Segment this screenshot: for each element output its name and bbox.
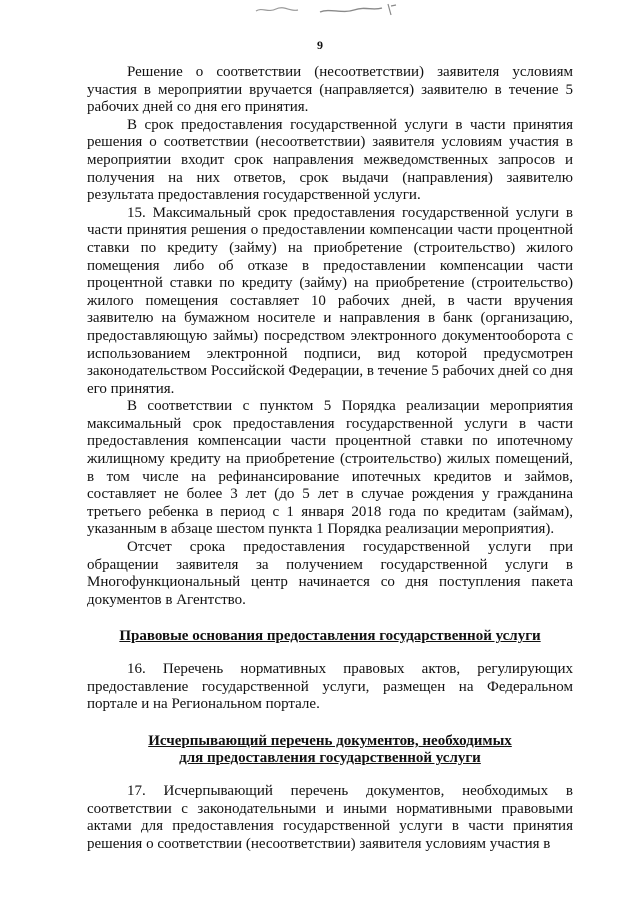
section-heading-line2: для предоставления государственной услуги [179, 750, 481, 767]
paragraph: 17. Исчерпывающий перечень документов, необходимых в соответствии с законодательными и иными нормативными правовыми актами для предоставления государственной услуги в части принятия решения о соответствии (несоответствии) заявителя условиям участия в [87, 782, 573, 852]
page-number: 9 [317, 38, 323, 52]
section-heading: Правовые основания предоставления государственной услуги [119, 628, 541, 645]
paragraph: 16. Перечень нормативных правовых актов, регулирующих предоставление государственной услуги, размещен на Федеральном портале и на Региональном портале. [87, 661, 573, 713]
paragraph: В соответствии с пунктом 5 Порядка реализации мероприятия максимальный срок предоставления государственной услуги в части предоставления компенсации части процентной ставки по ипотечному жилищному кредиту на приобретение (строительство) жилых помещений, в том числе на рефинансирование ипотечных кредитов и займов, составляет не более 3 лет (до 5 лет в случае рождения у гражданина третьего ребенка в период с 1 января 2018 года по кредитам (займам), указанным в абзаце шестом пункта 1 Порядка реализации мероприятия). [87, 398, 573, 538]
paragraph: В срок предоставления государственной услуги в части принятия решения о соответствии (несоответствии) заявителя условиям участия в мероприятии входит срок направления межведомственных запросов и получения на них ответов, срок выдачи (направления) заявителю результата предоставления государственной услуги. [87, 116, 573, 204]
paragraph: Решение о соответствии (несоответствии) заявителя условиям участия в мероприятии вручается (направляется) заявителю в течение 5 рабочих дней со дня его принятия. [87, 64, 573, 116]
paragraph: Отсчет срока предоставления государственной услуги при обращении заявителя за получением государственной услуги в Многофункциональный центр начинается со дня поступления пакета документов в Агентство. [87, 539, 573, 608]
document-body [87, 64, 573, 853]
paragraph: 15. Максимальный срок предоставления государственной услуги в части принятия решения о предоставлении компенсации части процентной ставки по кредиту (займу) на приобретение (строительство) жилого помещения либо об отказе в предоставлении компенсации части процентной ставки по кредиту (займу) на приобретение (строительство) жилого помещения составляет 10 рабочих дней, в части вручения заявителю на бумажном носителе и направления в банк (организацию, предоставляющую займы) посредством электронного документооборота с использованием электронной подписи, вид которой предусмотрен законодательством Российской Федерации, в течение 5 рабочих дней со дня его принятия. [87, 204, 573, 397]
section-heading-line1: Исчерпывающий перечень документов, необходимых [148, 732, 512, 749]
scan-artifact [250, 2, 400, 16]
